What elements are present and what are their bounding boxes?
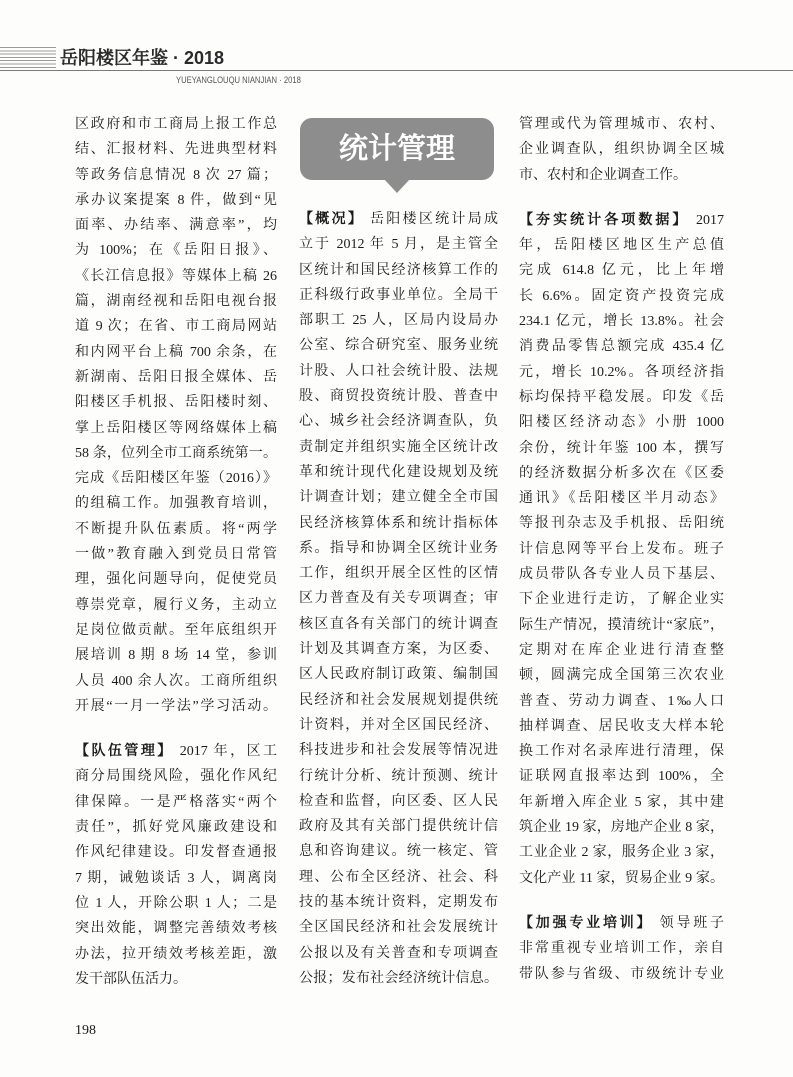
text-line bbox=[519, 208, 724, 233]
text-line: 余份，统计年鉴 100 本，撰写 bbox=[519, 440, 724, 456]
text-line: 证联网直报率达到 100%，全 bbox=[519, 769, 724, 785]
text-line: 7 期，诫勉谈话 3 人，调离岗 bbox=[75, 870, 277, 886]
paragraph-heading: 【队伍管理】 bbox=[75, 744, 174, 760]
running-header-title: 岳阳楼区年鉴 · 2018 bbox=[60, 48, 225, 68]
text-line: 位 1 人，开除公职 1 人；二是 bbox=[75, 895, 277, 911]
text-line: 区力普查及有关专项调查；审 bbox=[299, 591, 498, 607]
line-text: 2017 bbox=[696, 212, 724, 228]
running-header-subtitle: YUEYANGLOUQU NIANJIAN · 2018 bbox=[176, 75, 301, 85]
header-stripes-decoration bbox=[0, 47, 56, 70]
text-line: 全区国民经济和社会发展统计 bbox=[299, 920, 498, 936]
text-line bbox=[299, 207, 498, 232]
text-line: 股、商贸投资统计股、普查中 bbox=[299, 389, 498, 405]
text-line: 革和统计现代化建设规划及统 bbox=[299, 464, 498, 480]
text-line: 标均保持平稳发展。印发《岳 bbox=[519, 389, 724, 405]
text-line: 作风纪律建设。印发督查通报 bbox=[75, 845, 277, 861]
paragraph bbox=[299, 207, 498, 991]
text-line: 带队参与省级、市级统计专业 bbox=[519, 966, 724, 982]
text-line: 计调查计划；建立健全全市国 bbox=[299, 490, 498, 506]
text-line: 58 条，位列全市工商系统第一。 bbox=[75, 445, 277, 461]
text-line: 等报刊杂志及手机报、岳阳统 bbox=[519, 516, 724, 532]
text-line: 立于 2012 年 5 月，是主管全 bbox=[299, 237, 498, 253]
text-line: 筑企业 19 家，房地产企业 8 家， bbox=[519, 820, 724, 836]
text-line: 换工作对名录库进行清理，保 bbox=[519, 744, 724, 760]
text-line: 定期对在库企业进行清查整 bbox=[519, 642, 724, 658]
text-line: 行统计分析、统计预测、统计 bbox=[299, 768, 498, 784]
text-line: 消费品零售总额完成 435.4 亿 bbox=[519, 339, 724, 355]
text-line: 一做”教育融入到党员日常管 bbox=[75, 547, 277, 563]
page-number: 198 bbox=[75, 1023, 96, 1038]
section-title-arrow-icon bbox=[384, 179, 410, 193]
paragraph bbox=[75, 739, 277, 992]
paragraph bbox=[519, 208, 724, 891]
text-line: 区人民政府制订政策、编制国 bbox=[299, 667, 498, 683]
text-line: 等政务信息情况 8 次 27 篇； bbox=[75, 167, 277, 183]
header-rule bbox=[0, 70, 793, 71]
text-line: 计划及其调查方案，为区委、 bbox=[299, 642, 498, 658]
text-line: 区统计和国民经济核算工作的 bbox=[299, 262, 498, 278]
text-line: 完成 614.8 亿元，比上年增 bbox=[519, 263, 724, 279]
text-line: 管理或代为管理城市、农村、 bbox=[519, 117, 724, 132]
text-line: 科技进步和社会发展等情况进 bbox=[299, 743, 498, 759]
text-column-middle bbox=[299, 207, 498, 991]
text-line bbox=[519, 911, 724, 936]
line-text: 岳阳楼区统计局成 bbox=[369, 212, 498, 227]
text-line: 《长江信息报》等媒体上稿 26 bbox=[75, 268, 277, 284]
text-line: 理、公布全区经济、社会、科 bbox=[299, 869, 498, 885]
text-line: 年，岳阳楼区地区生产总值 bbox=[519, 238, 724, 254]
text-line: 心、城乡社会经济调查队，负 bbox=[299, 414, 498, 430]
text-line: 办法，拉开绩效考核差距，激 bbox=[75, 946, 277, 962]
text-line: 年新增入库企业 5 家，其中建 bbox=[519, 794, 724, 810]
text-line: 际生产情况，摸清统计“家底”， bbox=[519, 617, 724, 633]
text-line: 律保障。一是严格落实“两个 bbox=[75, 794, 277, 810]
paragraph-heading: 【夯实统计各项数据】 bbox=[519, 212, 690, 228]
text-line: 成员带队各专业人员下基层、 bbox=[519, 567, 724, 583]
text-line: 和内网平台上稿 700 余条，在 bbox=[75, 344, 277, 360]
text-line: 突出效能，调整完善绩效考核 bbox=[75, 921, 277, 937]
text-line: 文化产业 11 家，贸易企业 9 家。 bbox=[519, 870, 724, 886]
text-line: 元，增长 10.2%。各项经济指 bbox=[519, 364, 724, 380]
text-line: 计股、人口社会统计股、法规 bbox=[299, 363, 498, 379]
text-line: 市、农村和企业调查工作。 bbox=[519, 167, 687, 183]
text-line: 责任”，抓好党风廉政建设和 bbox=[75, 820, 277, 836]
text-line: 道 9 次；在省、市工商局网站 bbox=[75, 319, 277, 335]
text-line: 的组稿工作。加强教育培训， bbox=[75, 496, 277, 512]
text-line: 核区直各有关部门的统计调查 bbox=[299, 616, 498, 632]
text-line: 开展“一月一学法”学习活动。 bbox=[75, 698, 277, 714]
text-line: 非常重视专业培训工作，亲自 bbox=[519, 941, 724, 957]
text-line: 民经济核算体系和统计指标体 bbox=[299, 515, 498, 531]
text-line: 正科级行政事业单位。全局干 bbox=[299, 287, 498, 303]
text-line: 政府及其有关部门提供统计信 bbox=[299, 819, 498, 835]
text-line: 计资料，并对全区国民经济、 bbox=[299, 717, 498, 733]
text-line: 尊崇党章，履行义务，主动立 bbox=[75, 597, 277, 613]
text-line: 下企业进行走访，了解企业实 bbox=[519, 592, 724, 608]
text-column-left bbox=[75, 112, 277, 992]
text-line: 计信息网等平台上发布。班子 bbox=[519, 541, 724, 557]
text-line: 公报；发布社会经济统计信息。 bbox=[299, 970, 498, 986]
paragraph bbox=[75, 112, 277, 719]
text-line: 抽样调查、居民收支大样本轮 bbox=[519, 718, 724, 734]
text-line: 部职工 25 人，区局内设局办 bbox=[299, 313, 498, 329]
section-title: 统计管理 bbox=[338, 133, 455, 165]
line-text: 2017 年，区工 bbox=[179, 744, 277, 760]
text-line: 理，强化问题导向，促使党员 bbox=[75, 572, 277, 588]
text-line: 商分局围绕风险，强化作风纪 bbox=[75, 769, 277, 785]
paragraph bbox=[519, 112, 724, 188]
text-line: 顿，圆满完成全国第三次农业 bbox=[519, 668, 724, 684]
text-line: 不断提升队伍素质。将“两学 bbox=[75, 521, 277, 537]
text-line: 结、汇报材料、先进典型材料 bbox=[75, 142, 277, 158]
text-line: 的经济数据分析多次在《区委 bbox=[519, 465, 724, 481]
paragraph-heading: 【加强专业培训】 bbox=[519, 915, 654, 931]
text-line: 公室、综合研究室、服务业统 bbox=[299, 338, 498, 354]
text-line: 人员 400 余人次。工商所组织 bbox=[75, 673, 277, 689]
text-line: 阳楼区经济动态》小册 1000 bbox=[519, 415, 724, 431]
text-line: 息和咨询建议。统一核定、管 bbox=[299, 844, 498, 860]
text-line: 完成《岳阳楼区年鉴（2016）》 bbox=[75, 471, 277, 487]
text-line: 公报以及有关普查和专项调查 bbox=[299, 945, 498, 961]
paragraph-heading: 【概况】 bbox=[299, 212, 365, 227]
paragraph bbox=[519, 911, 724, 987]
text-line: 检查和监督，向区委、区人民 bbox=[299, 793, 498, 809]
text-line: 展培训 8 期 8 场 14 堂，参训 bbox=[75, 648, 277, 664]
text-line: 发干部队伍活力。 bbox=[75, 971, 187, 987]
text-line: 承办议案提案 8 件，做到“见 bbox=[75, 192, 277, 208]
text-line: 面率、办结率、满意率”，均 bbox=[75, 218, 277, 234]
text-line: 为 100%；在《岳阳日报》、 bbox=[75, 243, 277, 259]
text-line: 阳楼区手机报、岳阳楼时刻、 bbox=[75, 395, 277, 411]
text-line: 足岗位做贡献。至年底组织开 bbox=[75, 622, 277, 638]
text-line bbox=[75, 739, 277, 764]
text-line: 普查、劳动力调查、1‰人口 bbox=[519, 693, 724, 709]
text-line: 系。指导和协调全区统计业务 bbox=[299, 540, 498, 556]
text-line: 区政府和市工商局上报工作总 bbox=[75, 117, 277, 132]
text-line: 民经济和社会发展规划提供统 bbox=[299, 692, 498, 708]
text-line: 工业企业 2 家，服务企业 3 家， bbox=[519, 845, 724, 861]
text-line: 企业调查队，组织协调全区城 bbox=[519, 142, 724, 158]
text-line: 技的基本统计资料，定期发布 bbox=[299, 895, 498, 911]
text-line: 掌上岳阳楼区等网络媒体上稿 bbox=[75, 420, 277, 436]
text-line: 新湖南、岳阳日报全媒体、岳 bbox=[75, 369, 277, 385]
line-text: 领导班子 bbox=[659, 915, 724, 931]
text-line: 责制定并组织实施全区统计改 bbox=[299, 439, 498, 455]
text-line: 234.1 亿元，增长 13.8%。社会 bbox=[519, 314, 724, 330]
section-title-banner bbox=[300, 118, 494, 180]
text-line: 工作，组织开展全区性的区情 bbox=[299, 566, 498, 582]
text-line: 篇，湖南经视和岳阳电视台报 bbox=[75, 294, 277, 310]
text-column-right bbox=[519, 112, 724, 987]
text-line: 通讯》《岳阳楼区半月动态》 bbox=[519, 491, 724, 507]
text-line: 长 6.6%。固定资产投资完成 bbox=[519, 288, 724, 304]
